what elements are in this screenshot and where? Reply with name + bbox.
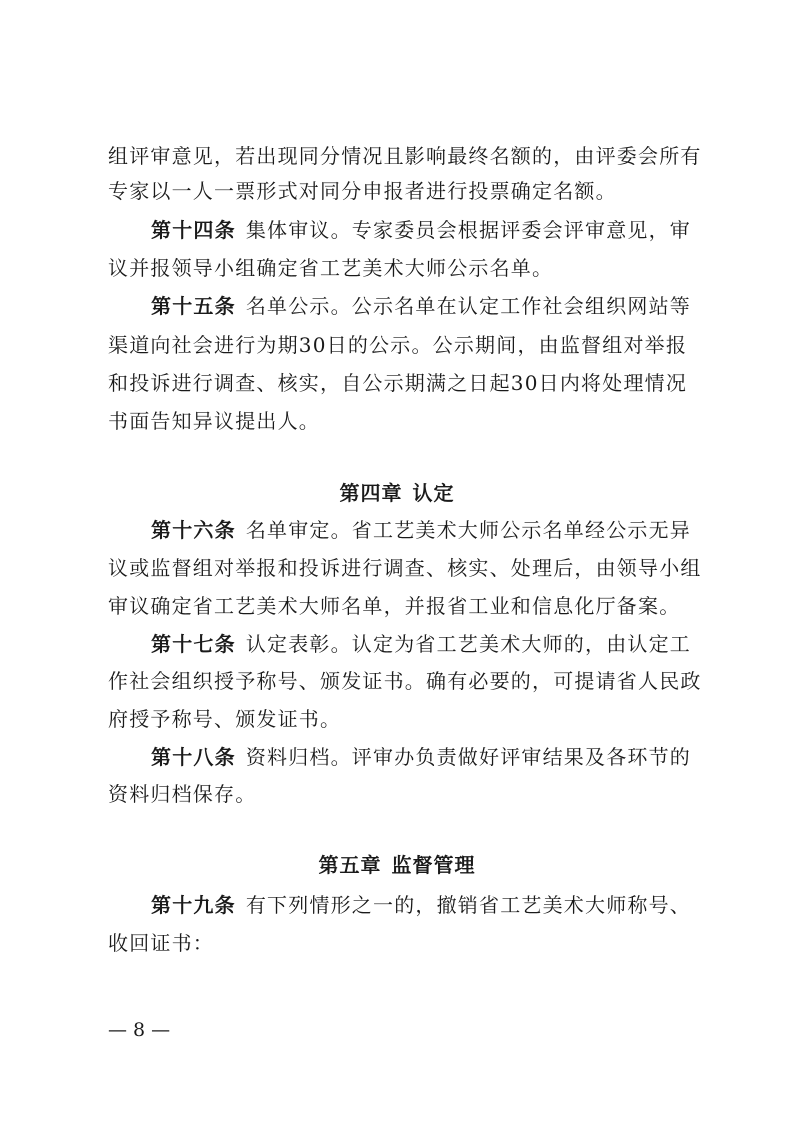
article-text: 集体审议。专家委员会根据评委会评审意见，审 (245, 218, 692, 242)
article-label: 第十四条 (151, 218, 236, 242)
text-line: 收回证书： (108, 931, 214, 955)
article-label: 第十八条 (151, 745, 236, 769)
chapter-number: 第四章 (339, 481, 403, 505)
chapter-title: 认定 (412, 481, 455, 505)
text-line: 府授予称号、颁发证书。 (108, 707, 342, 731)
article-text: 名单公示。公示名单在认定工作社会组织网站等 (245, 294, 692, 318)
text-line: 专家以一人一票形式对同分申报者进行投票确定名额。 (108, 179, 617, 203)
article-17 (151, 630, 691, 658)
article-text: 有下列情形之一的，撤销省工艺美术大师称号、 (245, 893, 692, 917)
text-line: 资料归档保存。 (108, 782, 257, 806)
text-line: 作社会组织授予称号、颁发证书。确有必要的，可提请省人民政 (108, 669, 702, 693)
article-label: 第十五条 (151, 294, 236, 318)
text-line: 和投诉进行调查、核实，自公示期满之日起30日内将处理情况 (108, 371, 688, 395)
text-line: 组评审意见，若出现同分情况且影响最终名额的，由评委会所有 (108, 144, 702, 168)
chapter-heading-5 (0, 850, 794, 880)
page-number: — 8 — (108, 1019, 171, 1041)
text-line: 议或监督组对举报和投诉进行调查、核实、处理后，由领导小组 (108, 556, 702, 580)
chapter-title: 监督管理 (391, 853, 476, 877)
article-label: 第十九条 (151, 893, 236, 917)
text-line: 渠道向社会进行为期30日的公示。公示期间，由监督组对举报 (108, 333, 688, 357)
article-text: 名单审定。省工艺美术大师公示名单经公示无异 (245, 518, 692, 542)
article-15 (151, 292, 691, 320)
article-14 (151, 216, 691, 244)
text-line: 审议确定省工艺美术大师名单，并报省工业和信息化厅备案。 (108, 594, 681, 618)
chapter-heading-4 (0, 478, 794, 508)
article-text: 资料归档。评审办负责做好评审结果及各环节的 (245, 745, 692, 769)
text-line: 书面告知异议提出人。 (108, 409, 320, 433)
chapter-number: 第五章 (318, 853, 382, 877)
article-18 (151, 743, 691, 771)
article-label: 第十七条 (151, 632, 236, 656)
article-label: 第十六条 (151, 518, 236, 542)
article-16 (151, 516, 691, 544)
article-19 (151, 891, 691, 919)
text-line: 议并报领导小组确定省工艺美术大师公示名单。 (108, 256, 554, 280)
article-text: 认定表彰。认定为省工艺美术大师的，由认定工 (245, 632, 692, 656)
